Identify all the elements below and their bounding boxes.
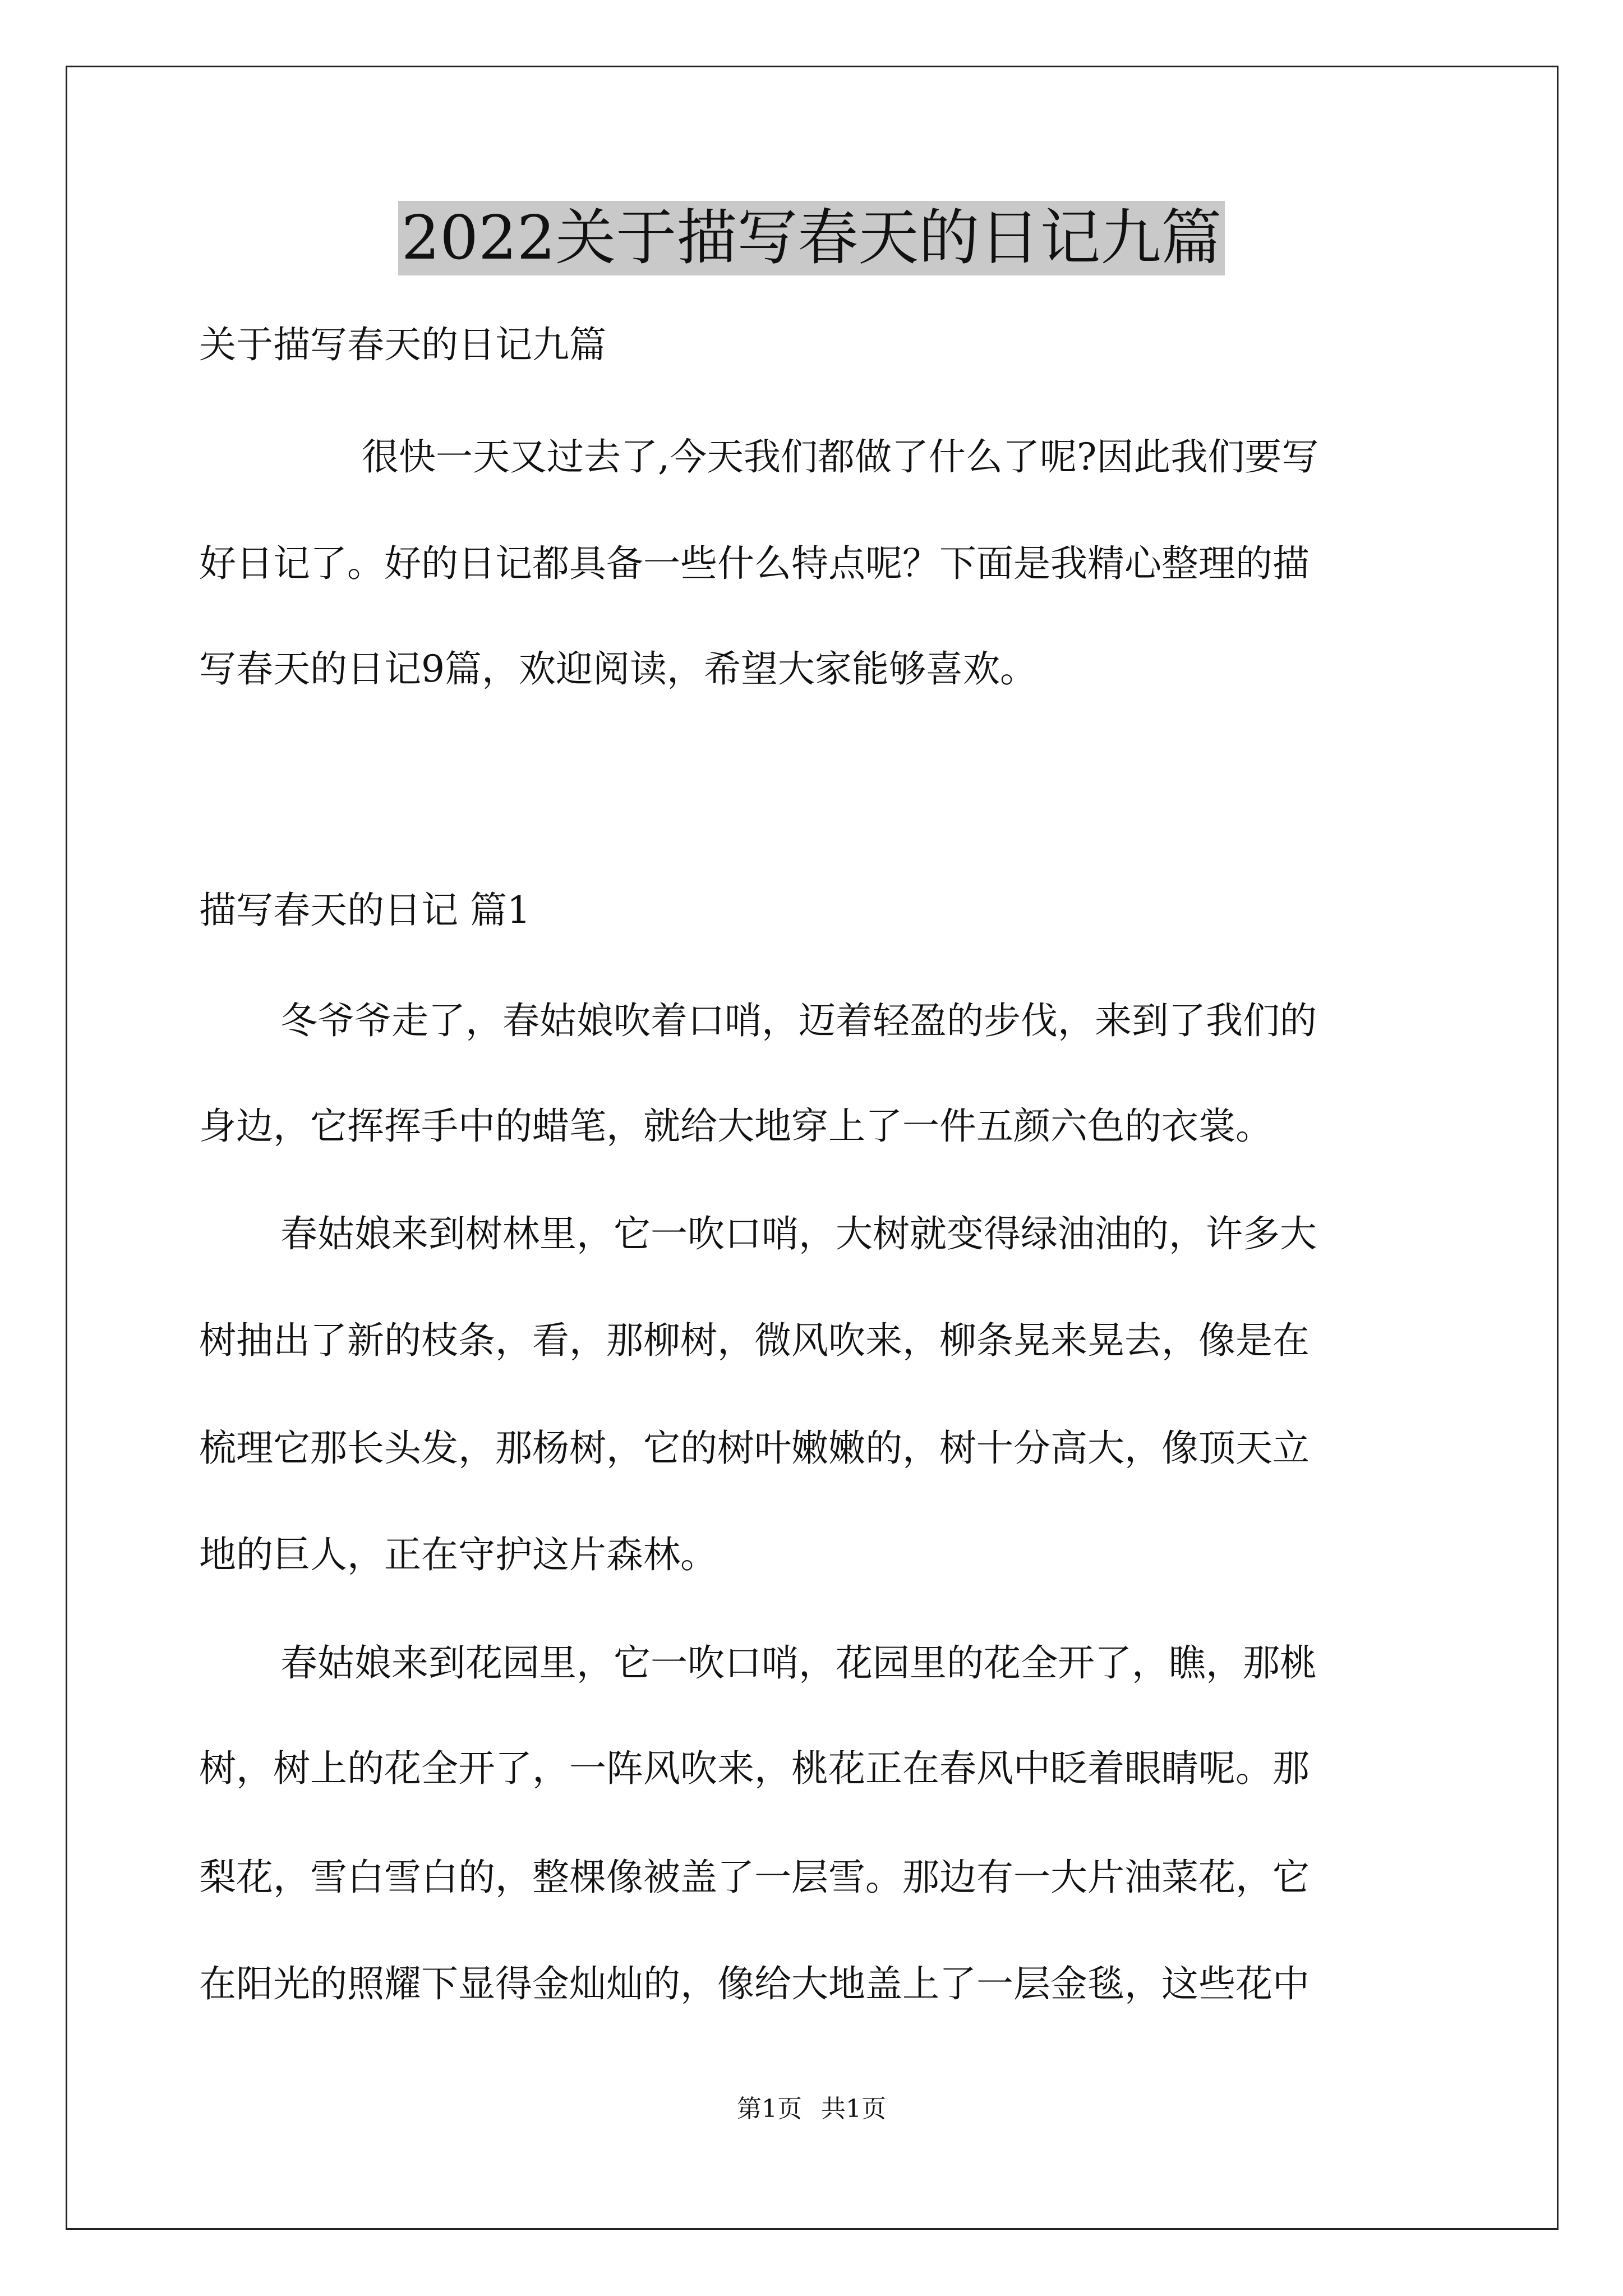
body-line-10: 在阳光的照耀下显得金灿灿的，像给大地盖上了一层金毯，这些花中 xyxy=(199,1962,1310,2005)
body-line-2: 身边，它挥挥手中的蜡笔，就给大地穿上了一件五颜六色的衣裳。 xyxy=(199,1105,1272,1148)
document-title xyxy=(0,196,1623,280)
intro-line-1: 很快一天又过去了,今天我们都做了什么了呢?因此我们要写 xyxy=(362,435,1319,478)
document-title-text: 2022关于描写春天的日记九篇 xyxy=(398,201,1225,275)
body-line-9: 梨花，雪白雪白的，整棵像被盖了一层雪。那边有一大片油菜花，它 xyxy=(199,1856,1310,1899)
body-line-8: 树，树上的花全开了，一阵风吹来，桃花正在春风中眨着眼睛呢。那 xyxy=(199,1747,1310,1790)
intro-line-3: 写春天的日记9篇，欢迎阅读，希望大家能够喜欢。 xyxy=(199,647,1037,691)
intro-line-2: 好日记了。好的日记都具备一些什么特点呢？下面是我精心整理的描 xyxy=(199,542,1310,585)
body-line-6: 地的巨人，正在守护这片森林。 xyxy=(199,1533,717,1576)
document-subtitle: 关于描写春天的日记九篇 xyxy=(199,323,606,366)
page-footer: 第1页 共1页 xyxy=(737,2095,886,2123)
body-line-4: 树抽出了新的枝条，看，那柳树，微风吹来，柳条晃来晃去，像是在 xyxy=(199,1319,1310,1362)
body-line-7: 春姑娘来到花园里，它一吹口哨，花园里的花全开了，瞧，那桃 xyxy=(280,1641,1317,1685)
section-heading: 描写春天的日记 篇1 xyxy=(199,889,531,932)
body-line-5: 梳理它那长头发，那杨树，它的树叶嫩嫩的，树十分高大，像顶天立 xyxy=(199,1427,1310,1470)
body-line-3: 春姑娘来到树林里，它一吹口哨，大树就变得绿油油的，许多大 xyxy=(280,1212,1317,1255)
body-line-1: 冬爷爷走了，春姑娘吹着口哨，迈着轻盈的步伐，来到了我们的 xyxy=(280,999,1317,1042)
